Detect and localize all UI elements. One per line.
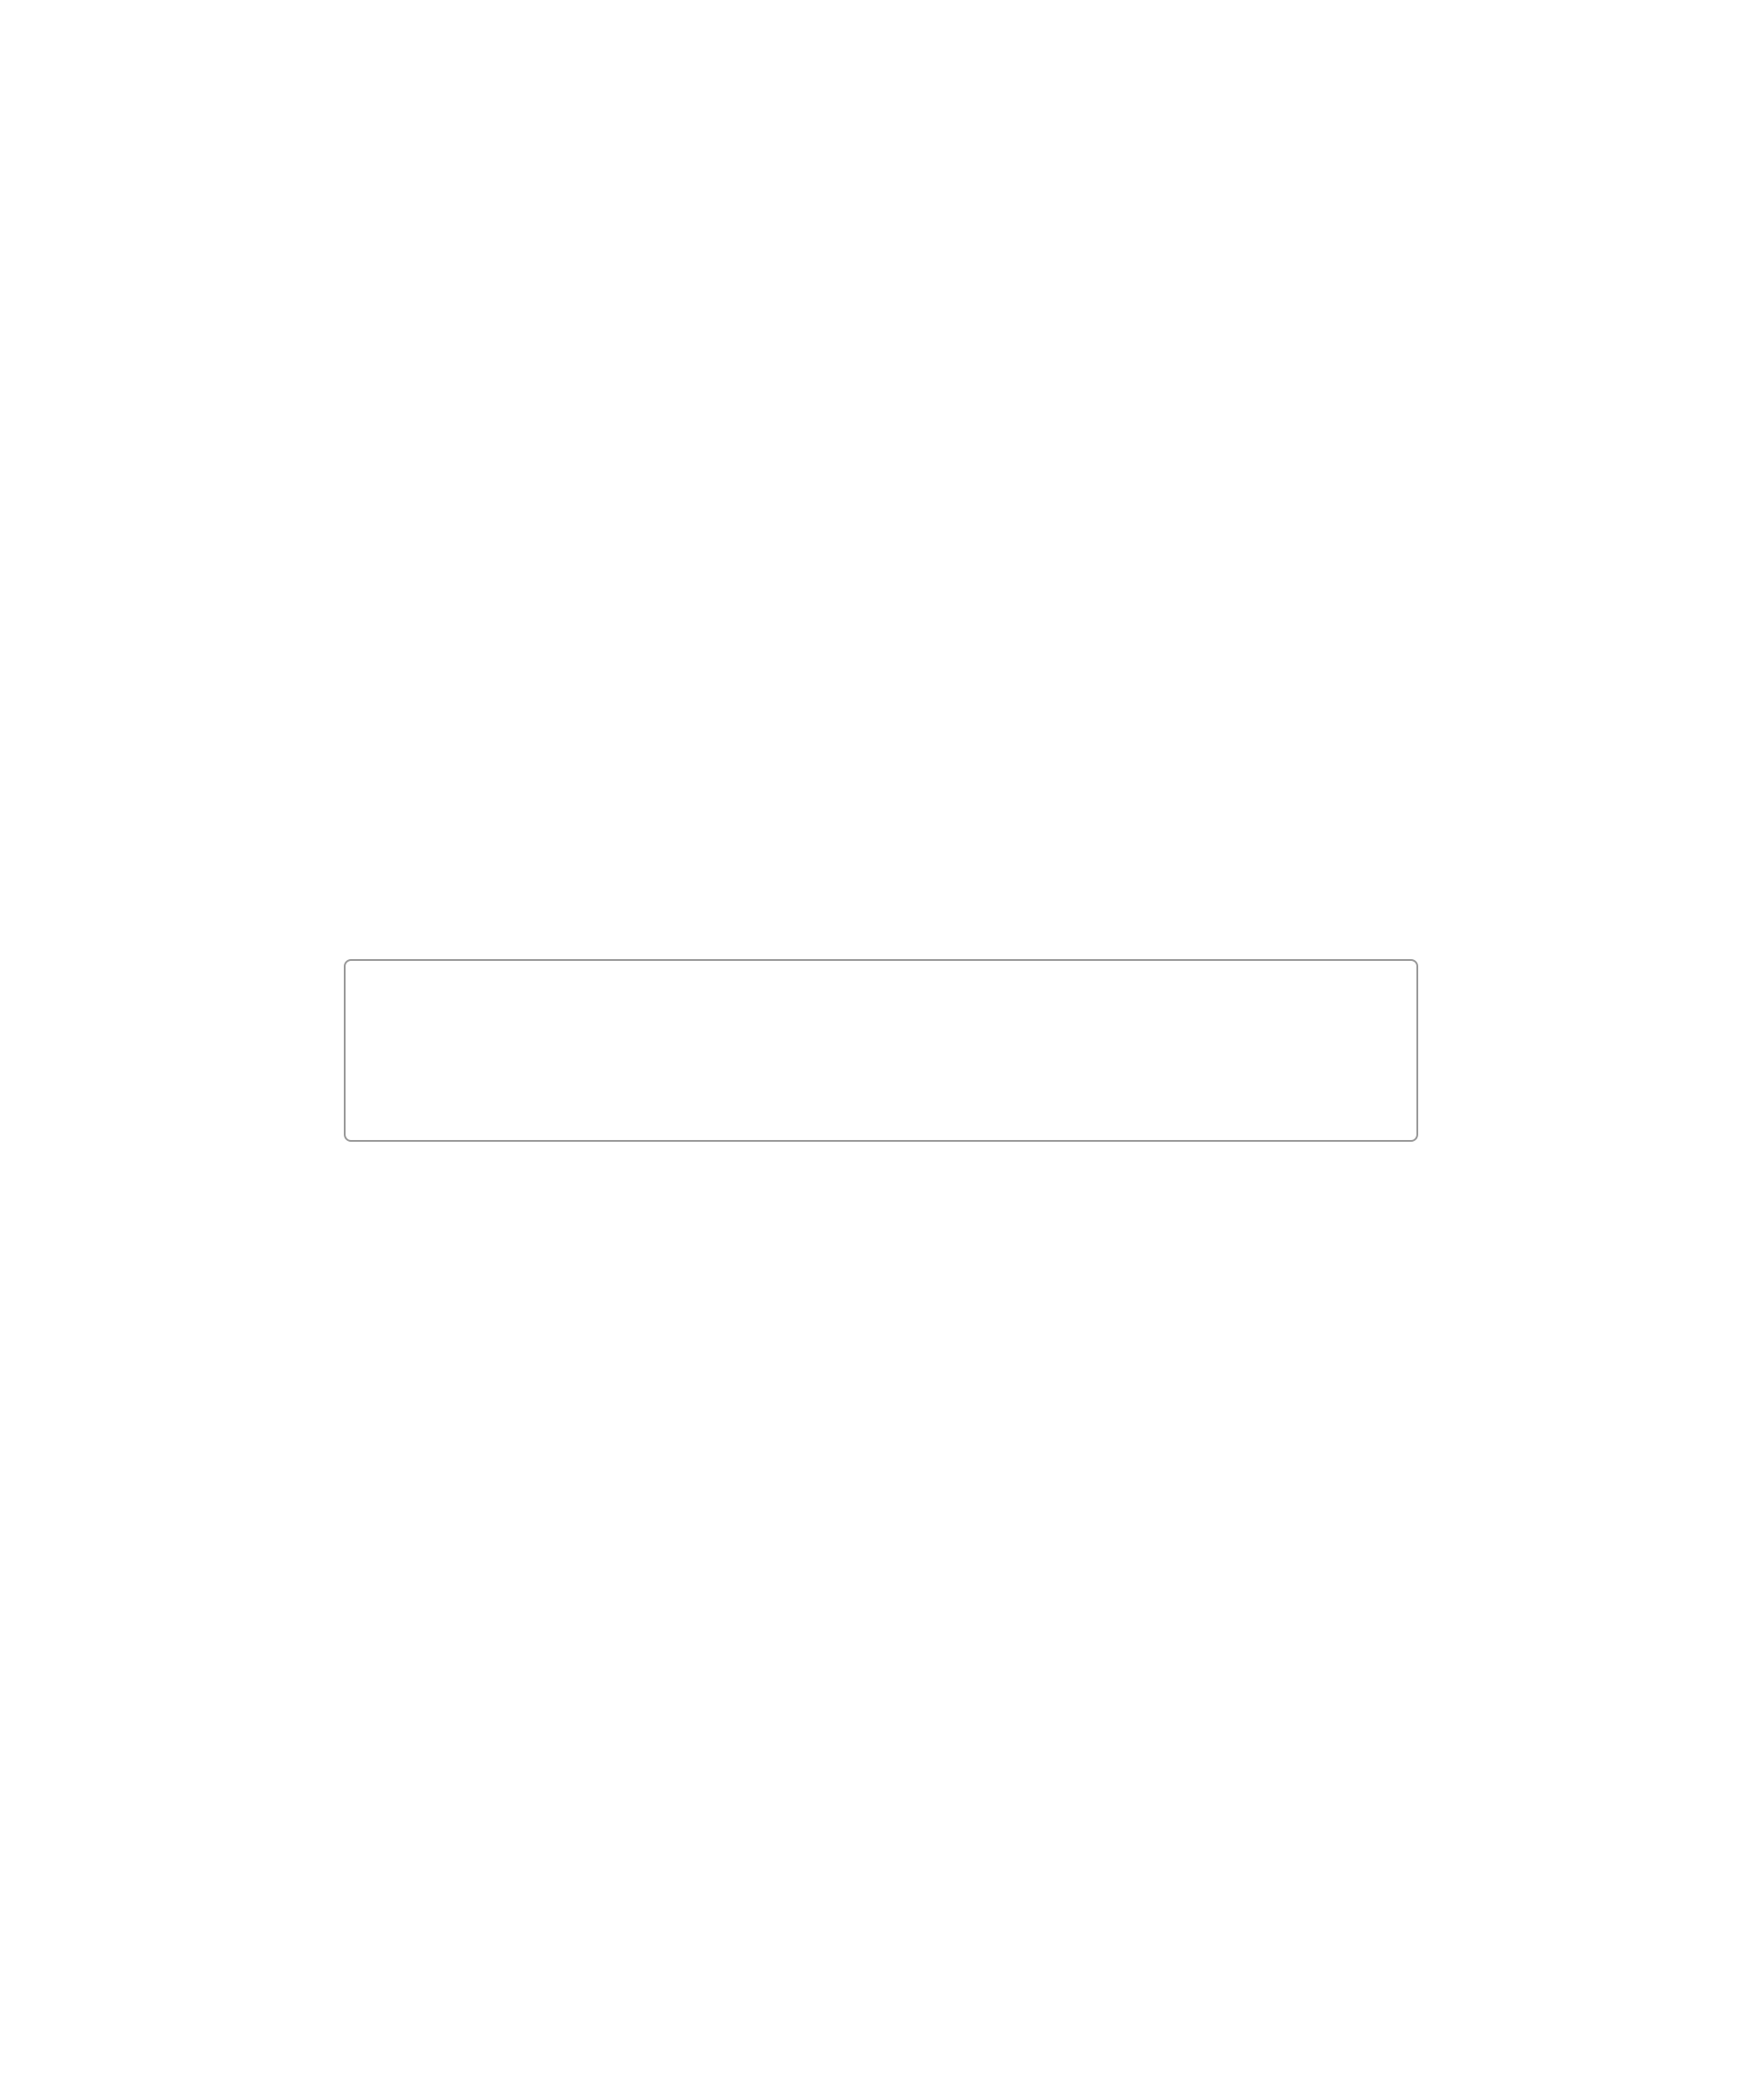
placeholder-card — [344, 959, 1418, 1142]
